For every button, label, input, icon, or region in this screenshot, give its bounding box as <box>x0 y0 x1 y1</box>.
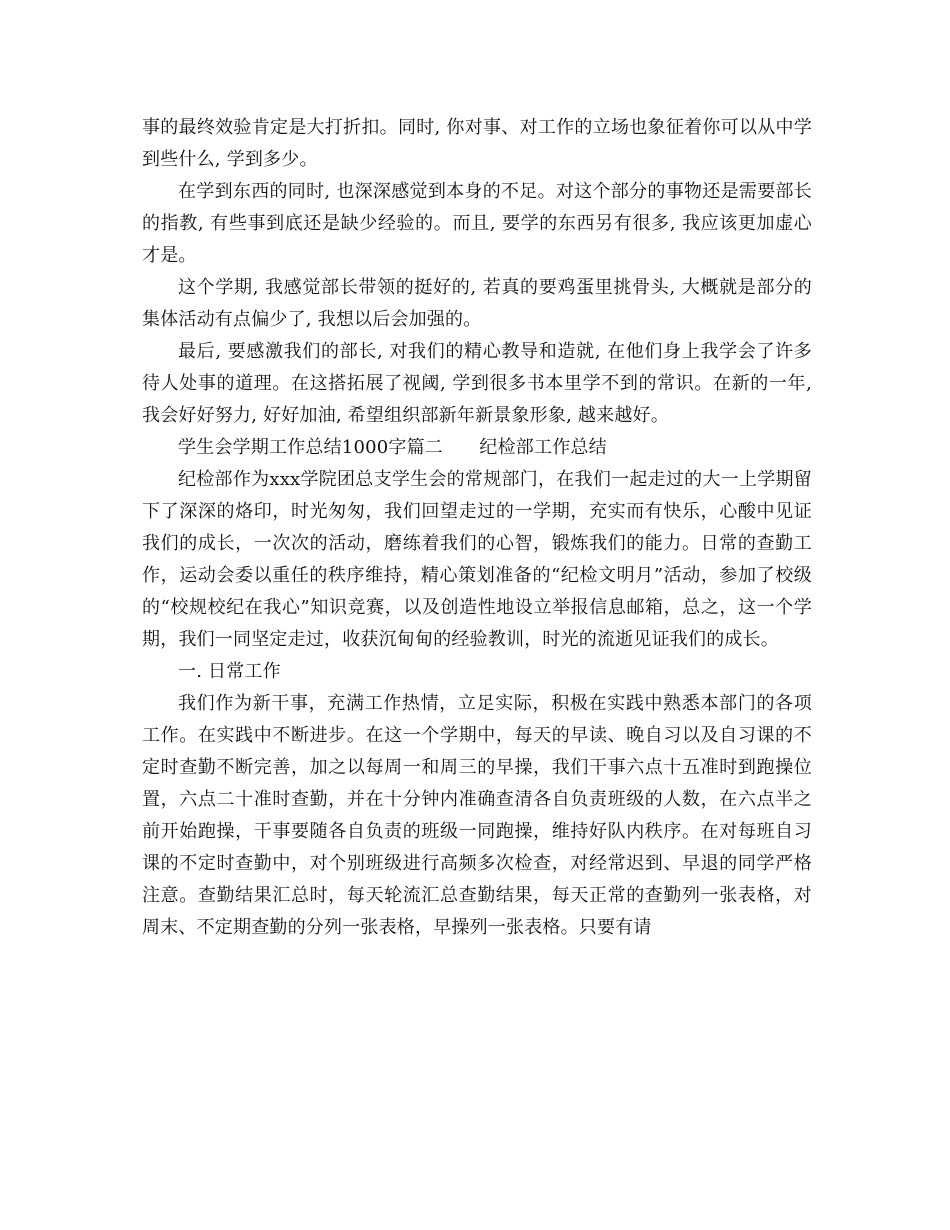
paragraph-thanks: 最后, 要感激我们的部长, 对我们的精心教导和造就, 在他们身上我学会了许多待人处事的道理。在这搭拓展了视阈, 学到很多书本里学不到的常识。在新的一年, 我会好好努力, 好好加油, 希望组织部新年新景象形象, 越来越好。 <box>142 341 812 426</box>
paragraph-continuation: 事的最终效验肯定是大打折扣。同时, 你对事、对工作的立场也象征着你可以从中学到些什么, 学到多少。 <box>142 117 812 170</box>
section-title: 学生会学期工作总结1000字篇二 纪检部工作总结 <box>178 437 607 458</box>
paragraph-semester: 这个学期, 我感觉部长带领的挺好的, 若真的要鸡蛋里挑骨头, 大概就是部分的集体活动有点偏少了, 我想以后会加强的。 <box>142 277 812 330</box>
paragraph-intro: 纪检部作为xxx学院团总支学生会的常规部门，在我们一起走过的大一上学期留下了深深的烙印，时光匆匆，我们回望走过的一学期，充实而有快乐，心酸中见证我们的成长，一次次的活动，磨练着我们的心智，锻炼我们的能力。日常的查勤工作，运动会委以重任的秩序维持，精心策划准备的“纪检文明月”活动，参加了校级的“校规校纪在我心”知识竞赛，以及创造性地设立举报信息邮箱，总之，这一个学期，我们一同坚定走过，收获沉甸甸的经验教训，时光的流逝见证我们的成长。 <box>142 469 812 650</box>
document-body <box>142 112 812 944</box>
paragraph-daily-work: 我们作为新干事，充满工作热情，立足实际，积极在实践中熟悉本部门的各项工作。在实践中不断进步。在这一个学期中，每天的早读、晚自习以及自习课的不定时查勤不断完善，加之以每周一和周三的早操，我们干事六点十五准时到跑操位置，六点二十准时查勤，并在十分钟内准确查清各自负责班级的人数，在六点半之前开始跑操，干事要随各自负责的班级一同跑操，维持好队内秩序。在对每班自习课的不定时查勤中，对个别班级进行高频多次检查，对经常迟到、早退的同学严格注意。查勤结果汇总时，每天轮流汇总查勤结果，每天正常的查勤列一张表格，对周末、不定期查勤的分列一张表格，早操列一张表格。只要有请 <box>142 693 812 938</box>
subheading-daily-work: 一. 日常工作 <box>178 661 281 682</box>
paragraph-learning: 在学到东西的同时, 也深深感觉到本身的不足。对这个部分的事物还是需要部长的指教, 有些事到底还是缺少经验的。而且, 要学的东西另有很多, 我应该更加虚心才是。 <box>142 181 812 266</box>
